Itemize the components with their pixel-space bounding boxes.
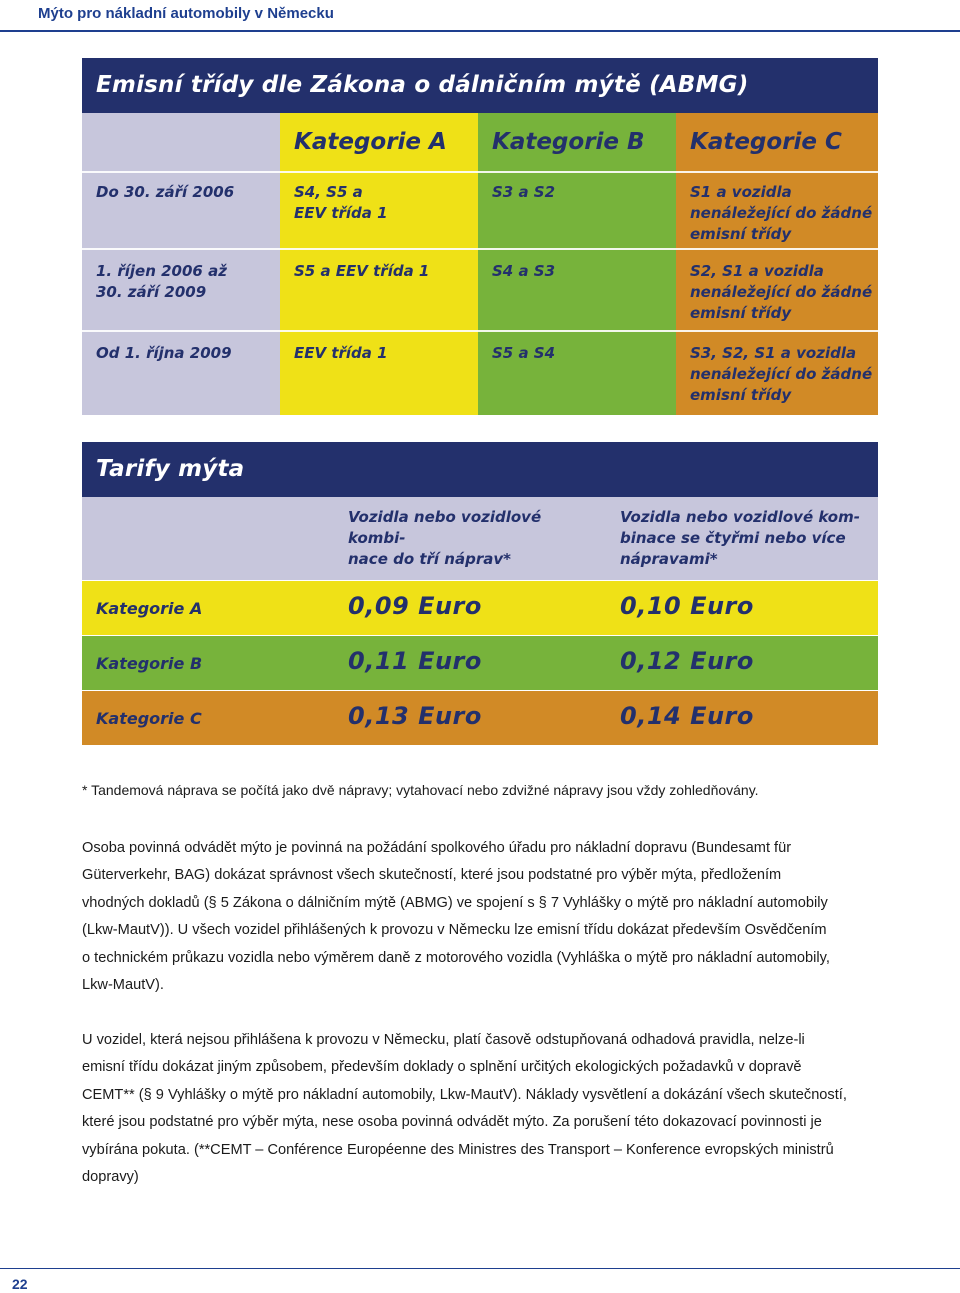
header-title: Mýto pro nákladní automobily v Německu [38,5,334,22]
row-divider [82,248,878,250]
tariff-table [82,442,878,745]
tariff-category-label: Kategorie C [96,709,202,728]
tariff-price: 0,11 Euro [348,647,482,675]
category-b-cell: S4 a S3 [492,262,556,280]
paragraph-proof-obligation: Osoba povinná odvádět mýto je povinná na požádání spolkového úřadu pro nákladní dopravu (Bundesamt für Güterverkehr, BAG) dokázat správnost všech skutečností, které jsou podstatné pro výběr mýta, předložením vhodných dokladů (§ 5 Zákona o dálničním mýtě (ABMG) ve spojení s § 7 Vyhlášky o mýtě pro nákladní automobily (Lkw-MautV)). U všech vozidel přihlášených k provozu v Německu lze emisní třídu dokázat především Osvědčením o technickém průkazu vozidla nebo výměrem daně z motorového vozidla (Vyhláška o mýtě pro nákladní automobily, Lkw-MautV). [82,840,830,994]
emission-table [82,58,878,415]
category-c-header: Kategorie C [690,129,842,155]
tariff-table-title: Tarify mýta [82,442,878,497]
category-b-header: Kategorie B [492,129,645,155]
tariff-price: 0,13 Euro [348,702,482,730]
header-divider [0,30,960,32]
tariff-price: 0,14 Euro [620,702,754,730]
category-c-cell: S3, S2, S1 a vozidla nenáležející do žádné emisní třídy [690,344,873,404]
tariff-price: 0,12 Euro [620,647,754,675]
footer-divider [0,1268,960,1269]
category-c-cell: S2, S1 a vozidla nenáležející do žádné emisní třídy [690,262,873,322]
tariff-header-four-axles: Vozidla nebo vozidlové kom- binace se čtyřmi nebo více nápravami* [620,508,860,568]
category-a-cell: EEV třída 1 [294,344,388,362]
category-b-cell: S5 a S4 [492,344,556,362]
period-cell: Od 1. října 2009 [96,344,232,362]
category-a-cell: S5 a EEV třída 1 [294,262,430,280]
page-number: 22 [12,1276,28,1292]
category-a-cell: S4, S5 a EEV třída 1 [294,183,388,222]
category-b-cell: S3 a S2 [492,183,556,201]
paragraph-foreign-vehicles: U vozidel, která nejsou přihlášena k provozu v Německu, platí časově odstupňovaná odhadová pravidla, nelze-li emisní třídu dokázat jiným způsobem, především doklady o splnění určitých ekologických požadavků v dopravě CEMT** (§ 9 Vyhlášky o mýtě pro nákladní automobily, Lkw-MautV). Náklady vysvětlení a dokázání všech skutečností, které jsou podstatné pro výběr mýta, nese osoba povinná odvádět mýto. Za porušení této dokazovací povinnosti je vybírána pokuta. (**CEMT – Conférence Européenne des Ministres des Transport – Konference evropských ministrů dopravy) [82,1032,847,1186]
footnote: * Tandemová náprava se počítá jako dvě nápravy; vytahovací nebo zdvižné nápravy jsou vždy zohledňovány. [82,782,759,798]
row-divider [82,330,878,332]
category-a-header: Kategorie A [294,129,447,155]
tariff-category-label: Kategorie A [96,599,203,618]
period-cell: Do 30. září 2006 [96,183,235,201]
emission-table-title: Emisní třídy dle Zákona o dálničním mýtě (ABMG) [82,58,878,113]
tariff-category-label: Kategorie B [96,654,203,673]
tariff-header-three-axles: Vozidla nebo vozidlové kombi- nace do tří náprav* [348,508,542,568]
category-c-cell: S1 a vozidla nenáležející do žádné emisní třídy [690,183,873,243]
period-cell: 1. říjen 2006 až 30. září 2009 [96,262,227,301]
tariff-price: 0,09 Euro [348,592,482,620]
tariff-price: 0,10 Euro [620,592,754,620]
